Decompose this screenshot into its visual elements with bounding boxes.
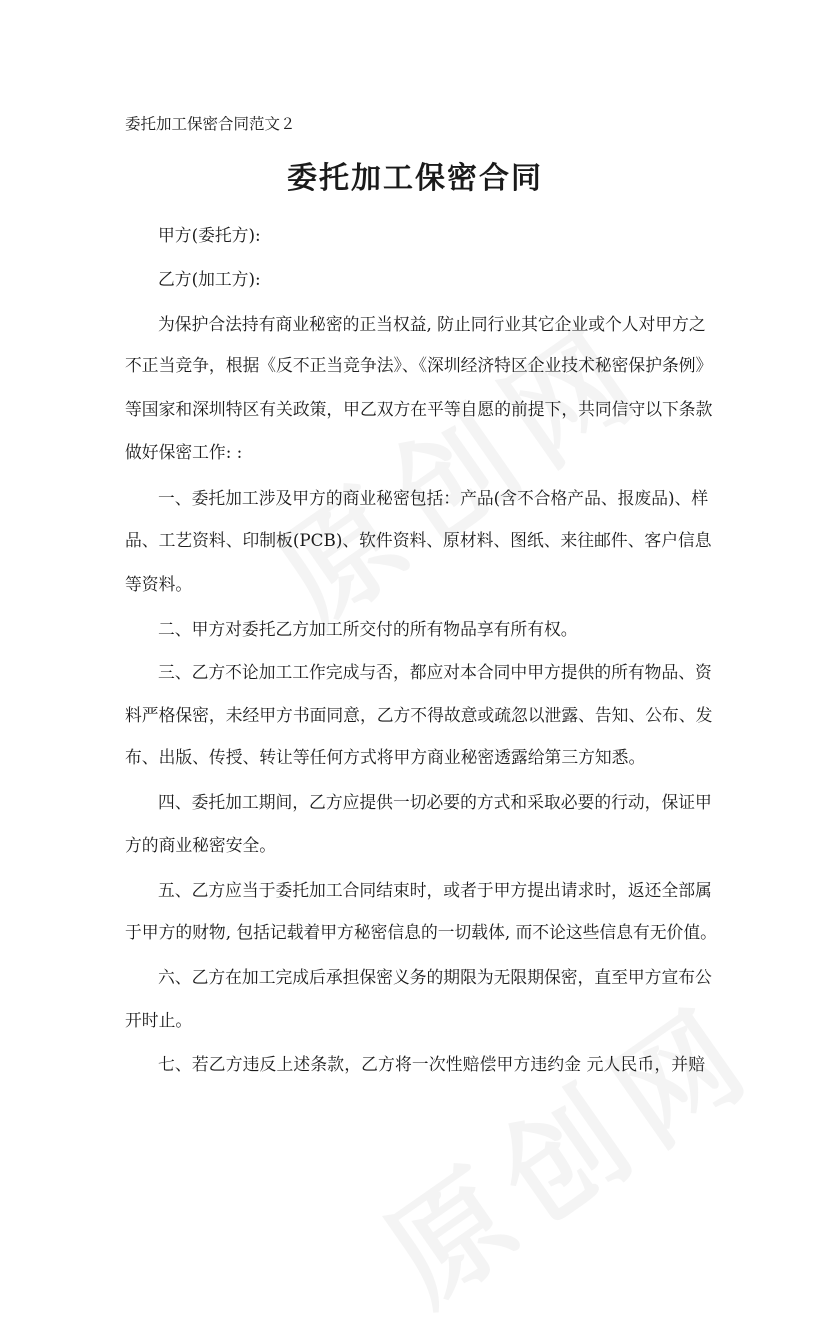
clause-7-line: 七、若乙方违反上述条款，乙方将一次性赔偿甲方违约金 元人民币，并赔	[158, 1054, 705, 1074]
document-title: 委托加工保密合同	[287, 161, 543, 196]
clause-4-line: 四、委托加工期间，乙方应提供一切必要的方式和采取必要的行动，保证甲	[158, 792, 712, 812]
paragraph-line: 做好保密工作: :	[125, 442, 243, 462]
clause-3-line: 布、出版、传授、转让等任何方式将甲方商业秘密透露给第三方知悉。	[125, 747, 646, 767]
clause-5-line: 于甲方的财物, 包括记载着甲方秘密信息的一切载体, 而不论这些信息有无价值。	[125, 922, 717, 942]
clause-5-line: 五、乙方应当于委托加工合同结束时，或者于甲方提出请求时，返还全部属	[158, 880, 712, 900]
party-a-line: 甲方(委托方):	[158, 225, 261, 245]
clause-1-line: 品、工艺资料、印制板(PCB)、软件资料、原材料、图纸、来往邮件、客户信息	[125, 530, 712, 550]
clause-6-line: 六、乙方在加工完成后承担保密义务的期限为无限期保密，直至甲方宣布公	[158, 967, 712, 987]
clause-1-line: 等资料。	[125, 574, 193, 594]
clause-3-line: 三、乙方不论加工工作完成与否，都应对本合同中甲方提供的所有物品、资	[158, 662, 712, 682]
clause-3-line: 料严格保密，未经甲方书面同意，乙方不得故意或疏忽以泄露、告知、公布、发	[125, 705, 713, 725]
paragraph-line: 不正当竞争，根据《反不正当竞争法》、《深圳经济特区企业技术秘密保护条例》	[125, 355, 713, 375]
watermark	[348, 957, 786, 1335]
paragraph-line: 为保护合法持有商业秘密的正当权益, 防止同行业其它企业或个人对甲方之	[158, 314, 706, 334]
party-b-line: 乙方(加工方):	[158, 269, 261, 289]
clause-6-line: 开时止。	[125, 1010, 193, 1030]
clause-1-line: 一、委托加工涉及甲方的商业秘密包括：产品(含不合格产品、报废品)、样	[158, 488, 709, 508]
paragraph-line: 等国家和深圳特区有关政策，甲乙双方在平等自愿的前提下，共同信守以下条款	[125, 399, 713, 419]
clause-4-line: 方的商业秘密安全。	[125, 835, 277, 855]
clause-2-line: 二、甲方对委托乙方加工所交付的所有物品享有所有权。	[158, 619, 578, 639]
document-header: 委托加工保密合同范文２	[125, 115, 296, 133]
